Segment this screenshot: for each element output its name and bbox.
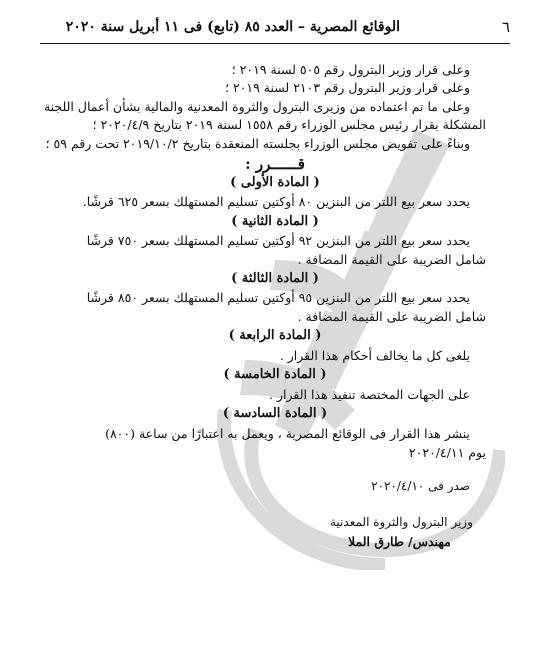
preamble-line: المشكلة بقرار رئيس مجلس الوزراء رقم ١٥٥٨ لسنة ٢٠١٩ بتاريخ ٢٠٢٠/٤/٩ ؛ (92, 117, 486, 132)
article-title: ( المادة الخامسة ) (223, 367, 327, 382)
issue-date: صدر فى ٢٠٢٠/٤/١٠ (371, 479, 470, 493)
article-text: شامل الضريبة على القيمة المضافة . (297, 252, 486, 267)
article-text: ينشر هذا القرار فى الوقائع المصرية ، ويعمل به اعتبارًا من ساعة (٨٠٠) (105, 426, 470, 441)
gazette-title: الوقائع المصرية – العدد ٨٥ (تابع) فى ١١ أبريل سنة ٢٠٢٠ (65, 19, 400, 35)
article-title: ( المادة السادسة ) (222, 406, 328, 421)
signatory-role: وزير البترول والثروة المعدنية (330, 515, 473, 529)
article-text: يلغى كل ما يخالف أحكام هذا القرار . (279, 348, 470, 363)
page-number: ٦ (501, 18, 510, 36)
article-title: ( المادة الثالثة ) (231, 271, 319, 286)
article-text: شامل الضريبة على القيمة المضافة . (297, 309, 486, 324)
preamble-line: وعلى قرار وزير البترول رقم ٢١٠٣ لسنة ٢٠١٩ ؛ (225, 80, 470, 95)
page-header (40, 18, 510, 40)
article-text: يحدد سعر بيع اللتر من البنزين ٨٠ أوكتين تسليم المستهلك بسعر ٦٢٥ قرشًا. (82, 194, 470, 209)
article-text: يحدد سعر بيع اللتر من البنزين ٩٢ أوكتين تسليم المستهلك بسعر ٧٥٠ قرشًا (86, 233, 470, 248)
header-divider (40, 43, 510, 44)
article-text: يوم ٢٠٢٠/٤/١١ (408, 445, 486, 460)
article-title: ( المادة الثانية ) (231, 214, 319, 229)
signatory-name: مهندس/ طارق الملا (348, 534, 451, 549)
decree-heading: قــــــرر : (245, 155, 305, 173)
article-text: يحدد سعر بيع اللتر من البنزين ٩٥ أوكتين تسليم المستهلك بسعر ٨٥٠ قرشًا (86, 290, 470, 305)
preamble-line: وعلى ما تم اعتماده من وزيرى البترول والثروة المعدنية والمالية بشأن أعمال اللجنة (43, 99, 470, 114)
article-title: ( المادة الأولى ) (230, 175, 320, 190)
article-text: على الجهات المختصة تنفيذ هذا القرار . (269, 387, 470, 402)
article-title: ( المادة الرابعة ) (228, 328, 322, 343)
preamble-line: وبناءً على تفويض مجلس الوزراء بجلسته المنعقدة بتاريخ ٢٠١٩/١٠/٢ تحت رقم ٥٩ ؛ (45, 136, 470, 151)
preamble-line: وعلى قرار وزير البترول رقم ٥٠٥ لسنة ٢٠١٩ ؛ (231, 62, 470, 77)
